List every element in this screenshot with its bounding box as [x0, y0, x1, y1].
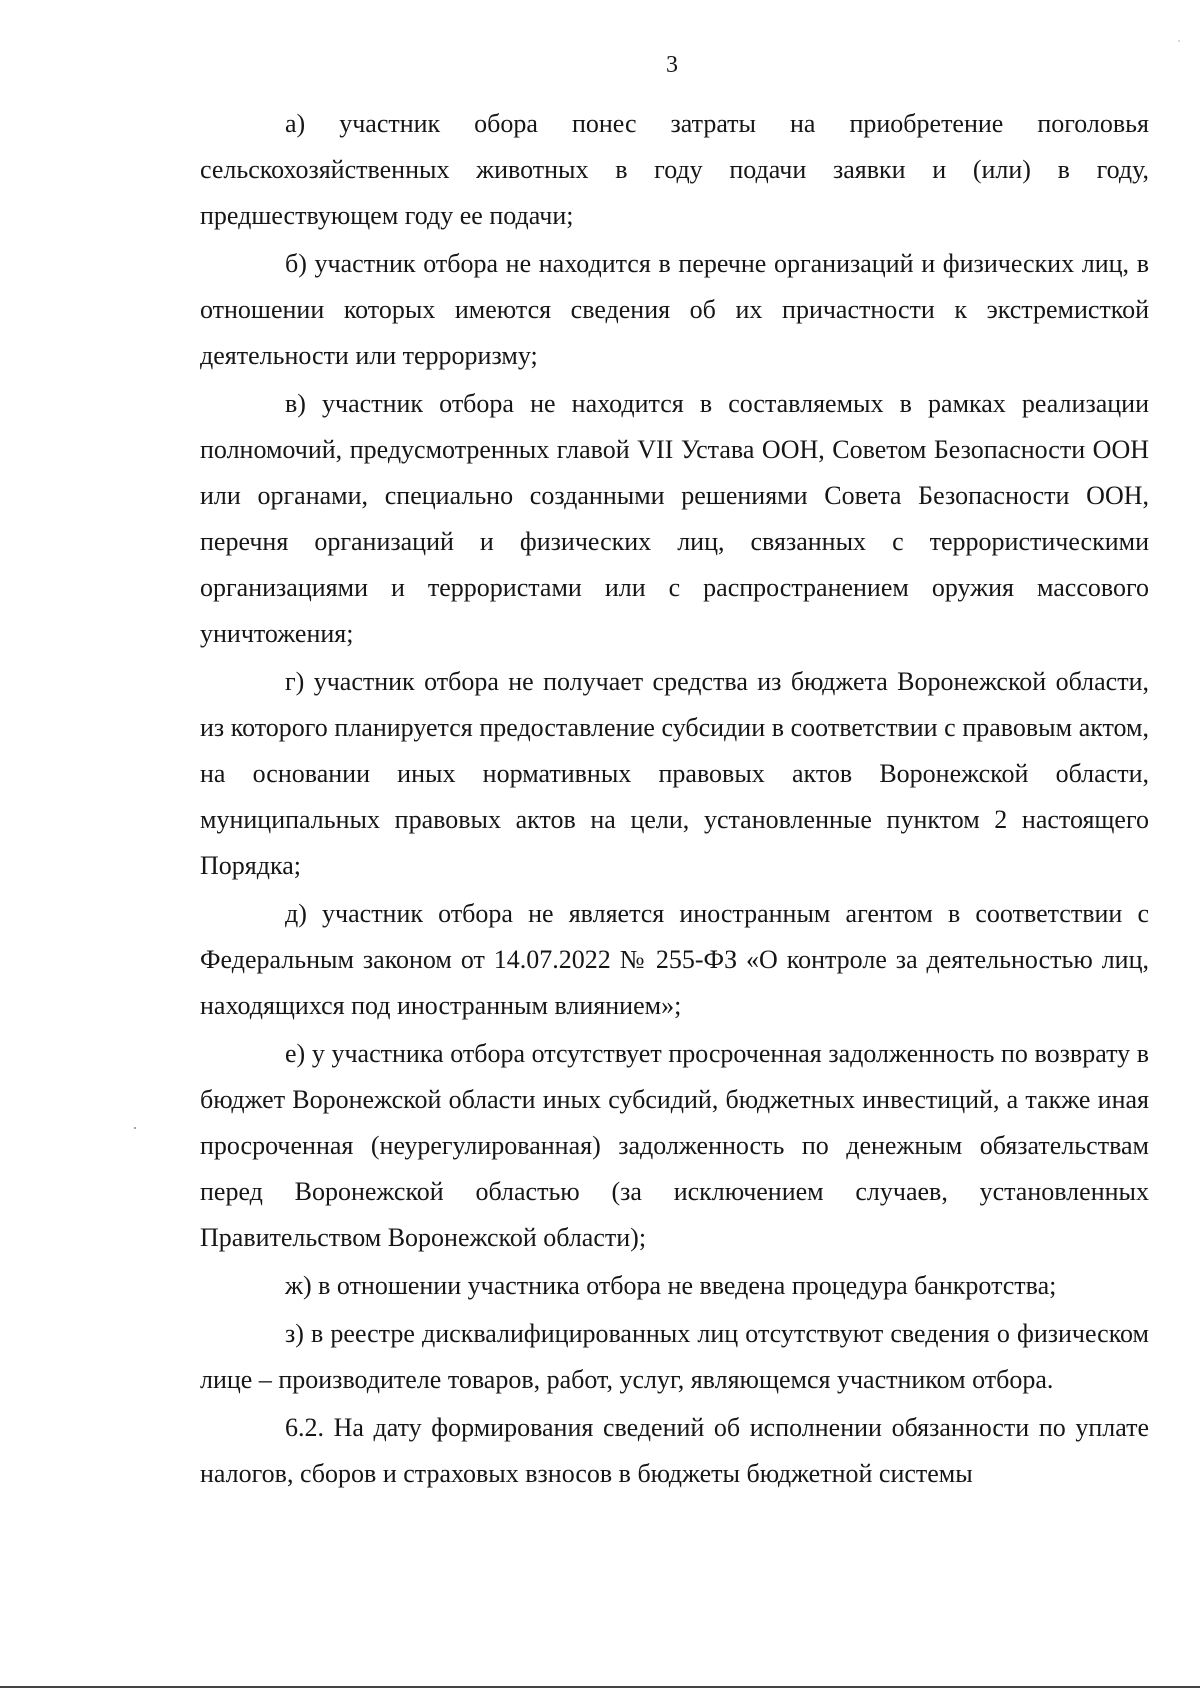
paragraph-z: з) в реестре дисквалифицированных лиц отсутствуют сведения о физическом лице – производителе товаров, работ, услуг, являющемся участником отбора.	[200, 1319, 1149, 1394]
paragraph-zh: ж) в отношении участника отбора не введена процедура банкротства;	[285, 1271, 1057, 1300]
paragraph-a: а) участник обора понес затраты на приобретение поголовья сельскохозяйственных животных в году подачи заявки и (или) в году, предшествующем году ее подачи;	[200, 109, 1149, 230]
document-body	[200, 101, 1149, 1497]
paragraph-g: г) участник отбора не получает средства из бюджета Воронежской области, из которого планируется предоставление субсидии в соответствии с правовым актом, на основании иных нормативных правовых актов Воронежской области, муниципальных правовых актов на цели, установленные пунктом 2 настоящего Порядка;	[200, 667, 1149, 880]
page-number: 3	[666, 52, 678, 78]
paragraph-v: в) участник отбора не находится в составляемых в рамках реализации полномочий, предусмотренных главой VII Устава ООН, Советом Безопасности ООН или органами, специально созданными решениями Совета Безопасности ООН, перечня организаций и физических лиц, связанных с террористическими организациями и террористами или с распространением оружия массового уничтожения;	[200, 389, 1149, 648]
scan-speck	[134, 1127, 136, 1129]
scan-speck	[1178, 40, 1180, 42]
paragraph-e: е) у участника отбора отсутствует просроченная задолженность по возврату в бюджет Воронежской области иных субсидий, бюджетных инвестиций, а также иная просроченная (неурегулированная) задолженность по денежным обязательствам перед Воронежской областью (за исключением случаев, установленных Правительством Воронежской области);	[200, 1039, 1149, 1252]
paragraph-6-2: 6.2. На дату формирования сведений об исполнении обязанности по уплате налогов, сборов и страховых взносов в бюджеты бюджетной системы	[200, 1413, 1149, 1488]
page-bottom-edge	[0, 1686, 1200, 1688]
paragraph-d: д) участник отбора не является иностранным агентом в соответствии с Федеральным законом от 14.07.2022 № 255-ФЗ «О контроле за деятельностью лиц, находящихся под иностранным влиянием»;	[200, 899, 1149, 1020]
paragraph-b: б) участник отбора не находится в перечне организаций и физических лиц, в отношении которых имеются сведения об их причастности к экстремисткой деятельности или терроризму;	[200, 249, 1149, 370]
